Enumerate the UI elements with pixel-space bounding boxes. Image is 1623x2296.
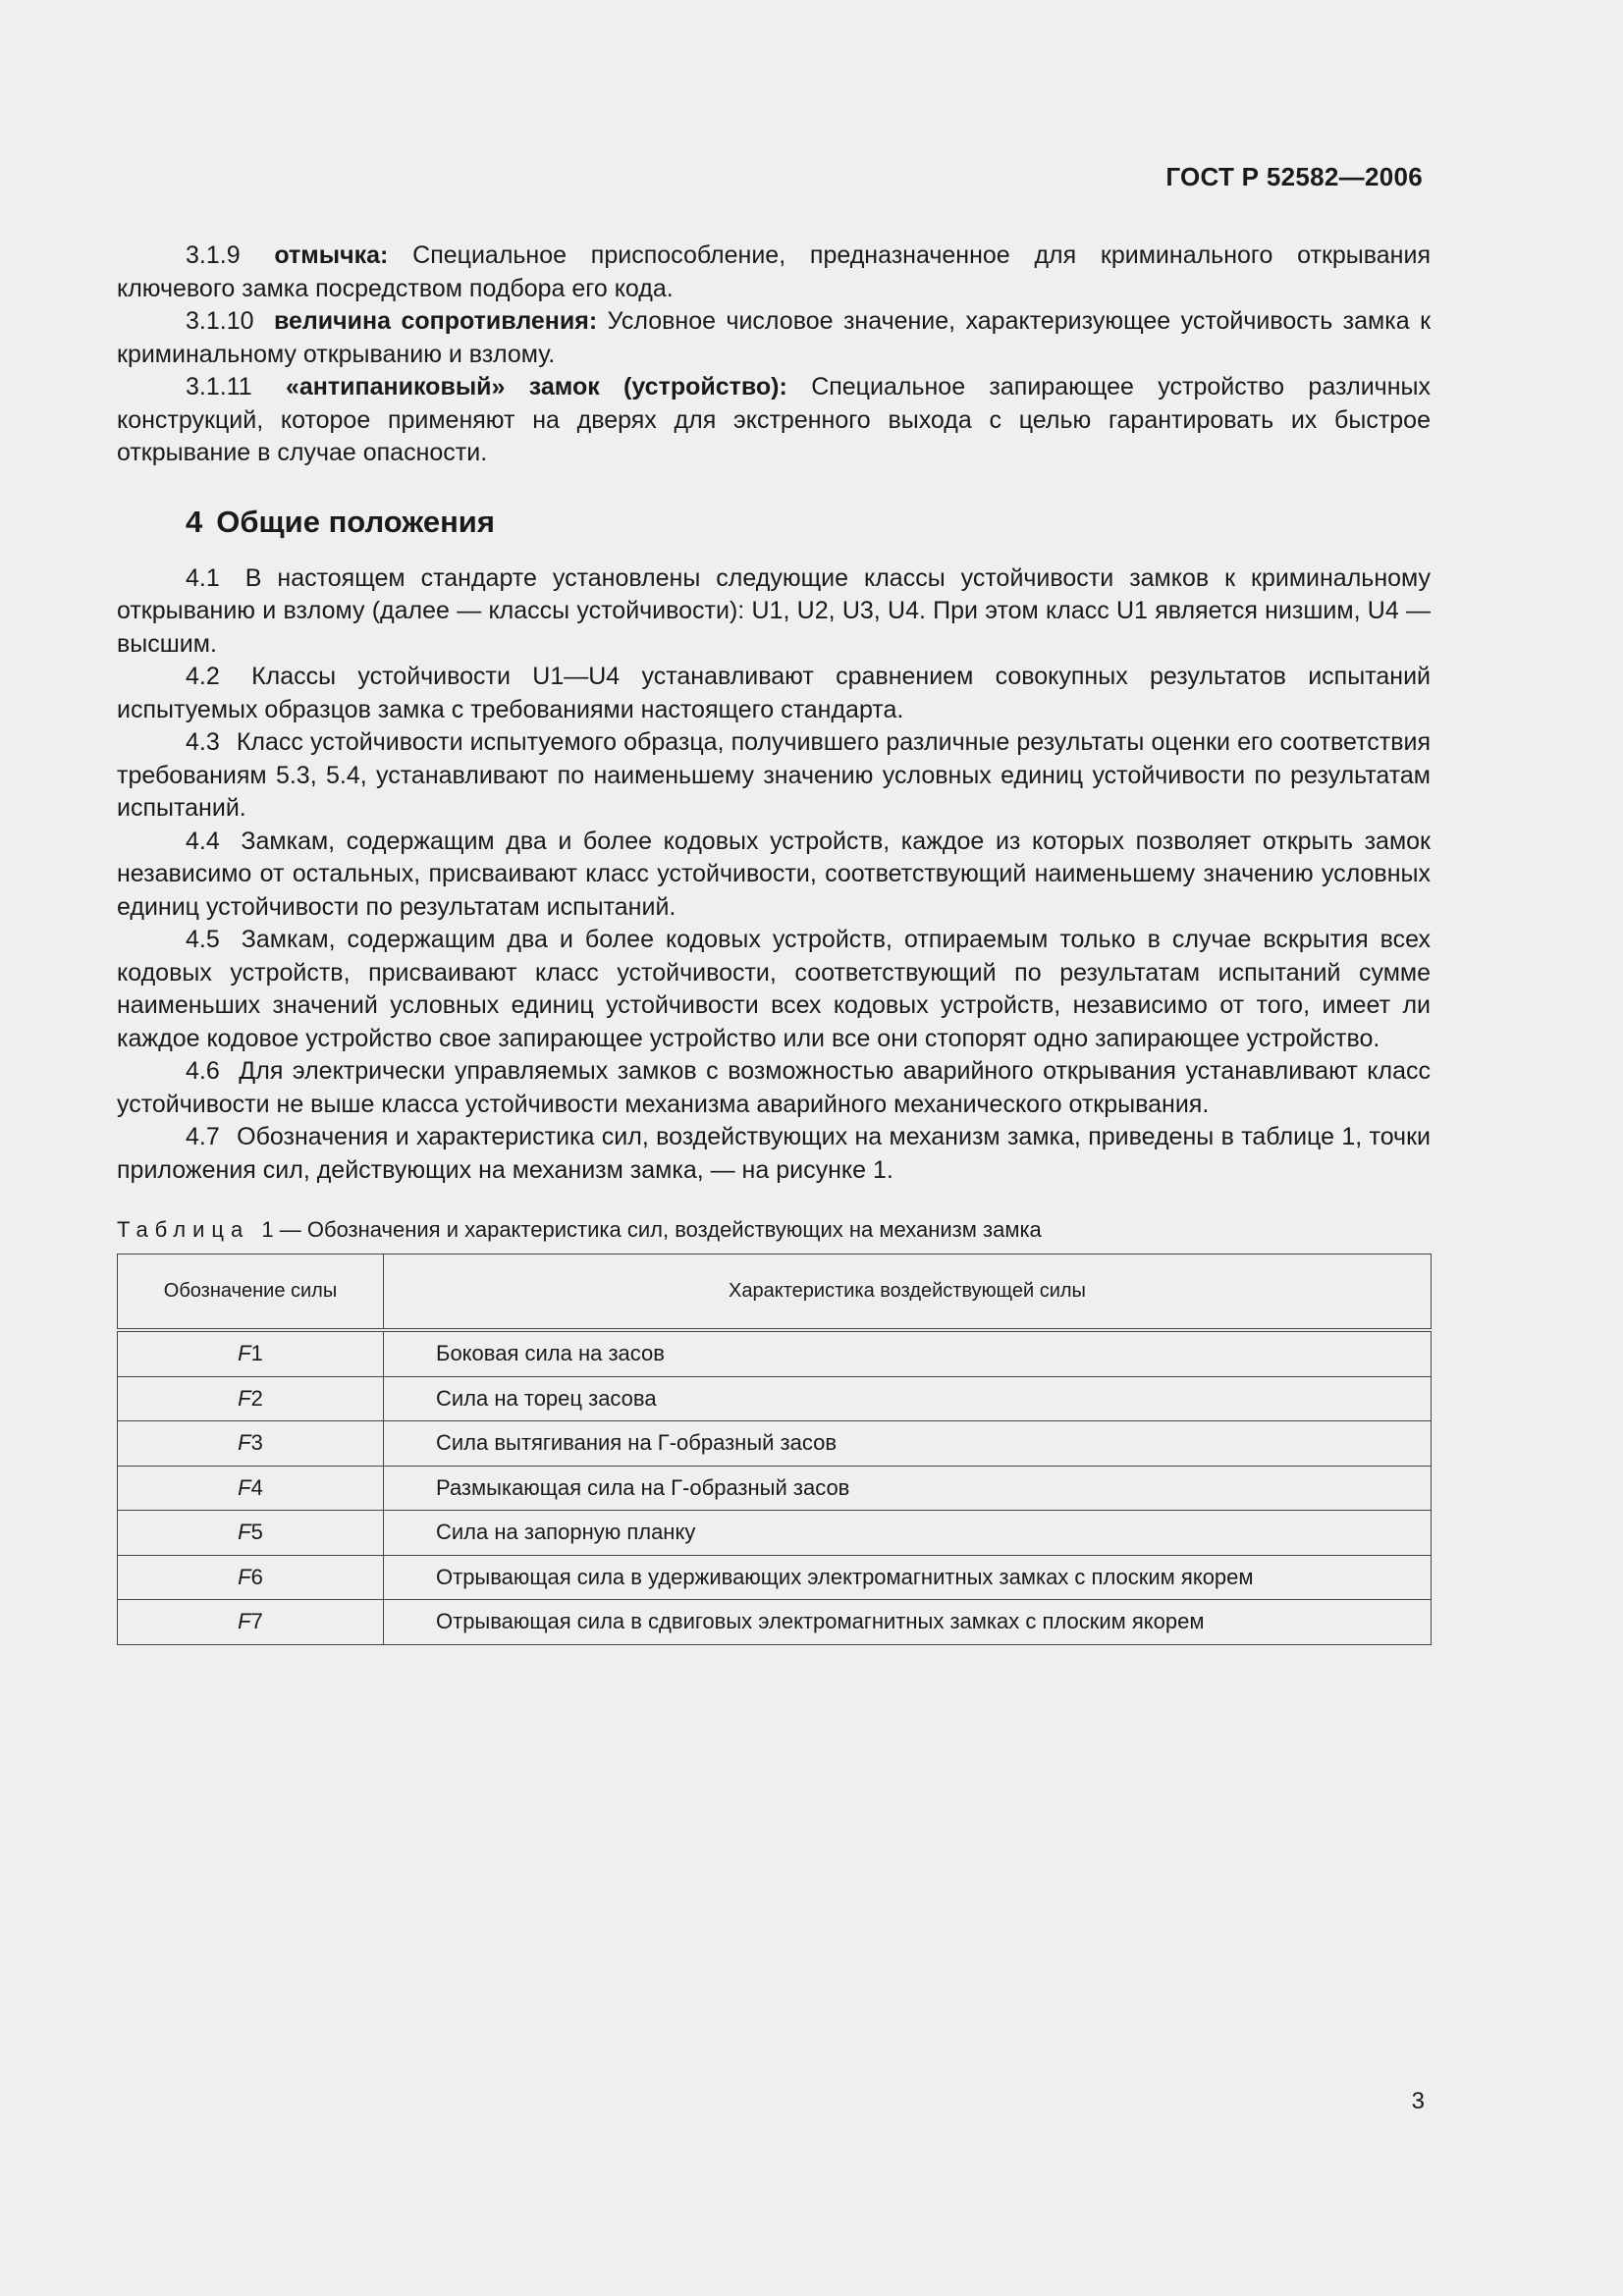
table-row — [118, 1376, 1432, 1421]
clause-number: 3.1.10 — [186, 307, 254, 335]
force-index: 6 — [250, 1564, 263, 1589]
clause-text: Замкам, содержащим два и более кодовых устройств, каждое из которых позволяет открыть замок независимо от остальных, присваивают класс устойчивости, соответствующий наименьшему значению условных единиц устойчивости по результатам испытаний. — [117, 827, 1431, 921]
force-index: 3 — [250, 1430, 263, 1456]
force-description: Отрывающая сила в сдвиговых электромагнитных замках с плоским якорем — [384, 1600, 1432, 1645]
clause-text: В настоящем стандарте установлены следующие классы устойчивости замков к криминальному открыванию и взлому (далее — классы устойчивости): U1, U2, U3, U4. При этом класс U1 является низшим, U4 — высшим. — [117, 563, 1431, 658]
table-row — [118, 1421, 1432, 1467]
force-code — [118, 1421, 384, 1467]
force-description: Сила вытягивания на Г-образный засов — [384, 1421, 1432, 1467]
forces-table — [117, 1254, 1432, 1645]
table-row — [118, 1330, 1432, 1376]
force-description: Боковая сила на засов — [384, 1330, 1432, 1376]
force-index: 2 — [250, 1385, 263, 1411]
definition-term: «антипаниковый» замок (устройство): — [286, 373, 787, 400]
force-code — [118, 1555, 384, 1600]
force-letter: F — [238, 1609, 251, 1634]
table-row — [118, 1511, 1432, 1556]
clause-4-4 — [117, 826, 1431, 925]
definition-text: Специальное запирающее устройство различных конструкций, которое применяют на дверях для экстренного выхода с целью гарантировать их быстрое открывание в случае опасности. — [117, 373, 1431, 466]
force-code — [118, 1511, 384, 1556]
clause-4-3 — [117, 726, 1431, 826]
force-index: 1 — [250, 1341, 263, 1366]
table-row — [118, 1466, 1432, 1511]
table-header-row — [118, 1255, 1432, 1331]
table-row — [118, 1600, 1432, 1645]
force-description: Сила на запорную планку — [384, 1511, 1432, 1556]
page-number: 3 — [1411, 2088, 1425, 2114]
force-description: Размыкающая сила на Г-образный засов — [384, 1466, 1432, 1511]
force-description: Отрывающая сила в удерживающих электромагнитных замках с плоским якорем — [384, 1555, 1432, 1600]
force-letter: F — [238, 1520, 251, 1545]
definition-3-1-10 — [117, 305, 1431, 371]
definition-text: Условное числовое значение, характеризующее устойчивость замка к криминальному открыванию и взлому. — [117, 307, 1432, 368]
clause-text: Класс устойчивости испытуемого образца, получившего различные результаты оценки его соответствия требованиям 5.3, 5.4, устанавливают по наименьшему значению условных единиц устойчивости по результатам испытаний. — [117, 728, 1431, 822]
force-index: 7 — [250, 1609, 263, 1634]
clause-number: 4.2 — [186, 663, 220, 690]
force-letter: F — [238, 1474, 251, 1500]
clause-4-1 — [117, 562, 1431, 662]
clause-text: Замкам, содержащим два и более кодовых устройств, отпираемым только в случае вскрытия всех кодовых устройств, присваивают класс устойчивости, соответствующий по результатам испытаний сумме наименьших значений условных единиц устойчивости всех кодовых устройств, независимо от того, имеет ли каждое кодовое устройство свое запирающее устройство или все они стопорят одно запирающее устройство. — [117, 926, 1432, 1052]
column-header-code: Обозначение силы — [118, 1255, 384, 1331]
clause-4-5 — [117, 924, 1431, 1055]
force-letter: F — [238, 1385, 251, 1411]
force-code — [118, 1466, 384, 1511]
clause-number: 4.6 — [186, 1057, 220, 1085]
clause-number: 4.1 — [186, 563, 220, 592]
definition-term: величина сопротивления: — [273, 307, 598, 335]
clause-4-7 — [117, 1121, 1431, 1187]
force-code — [118, 1376, 384, 1421]
definition-3-1-9 — [117, 240, 1431, 305]
section-heading — [186, 504, 1431, 541]
force-letter: F — [238, 1564, 251, 1589]
section-title: Общие положения — [216, 504, 495, 539]
force-index: 4 — [250, 1474, 263, 1500]
force-code — [118, 1330, 384, 1376]
clause-number: 3.1.11 — [186, 373, 252, 400]
clause-number: 4.7 — [186, 1123, 220, 1150]
clause-text: Классы устойчивости U1—U4 устанавливают сравнением совокупных результатов испытаний испытуемых образцов замка с требованиями настоящего стандарта. — [117, 663, 1431, 723]
page-content — [117, 240, 1431, 1645]
document-header: ГОСТ Р 52582—2006 — [1165, 162, 1423, 191]
table-caption-label: Таблица — [117, 1217, 250, 1242]
clause-number: 4.4 — [186, 827, 220, 855]
force-letter: F — [238, 1341, 251, 1366]
clause-text: Обозначения и характеристика сил, воздействующих на механизм замка, приведены в таблице 1, точки приложения сил, действующих на механизм замка, — на рисунке 1. — [117, 1123, 1431, 1184]
force-index: 5 — [250, 1520, 263, 1545]
column-header-description: Характеристика воздействующей силы — [384, 1255, 1432, 1331]
force-description: Сила на торец засова — [384, 1376, 1432, 1421]
definition-text: Специальное приспособление, предназначенное для криминального открывания ключевого замка посредством подбора его кода. — [117, 241, 1431, 302]
clause-text: Для электрически управляемых замков с возможностью аварийного открывания устанавливают класс устойчивости не выше класса устойчивости механизма аварийного механического открывания. — [117, 1057, 1431, 1118]
definition-3-1-11 — [117, 371, 1431, 470]
definition-term: отмычка: — [274, 241, 389, 269]
clause-number: 4.5 — [186, 926, 220, 953]
force-code — [118, 1600, 384, 1645]
clause-number: 3.1.9 — [186, 241, 241, 269]
section-number: 4 — [186, 504, 203, 539]
clause-number: 4.3 — [186, 728, 220, 756]
force-letter: F — [238, 1430, 251, 1456]
clause-4-2 — [117, 661, 1431, 726]
table-row — [118, 1555, 1432, 1600]
clause-4-6 — [117, 1055, 1431, 1121]
table-caption — [117, 1216, 1431, 1244]
table-caption-text: 1 — Обозначения и характеристика сил, воздействующих на механизм замка — [261, 1217, 1042, 1242]
